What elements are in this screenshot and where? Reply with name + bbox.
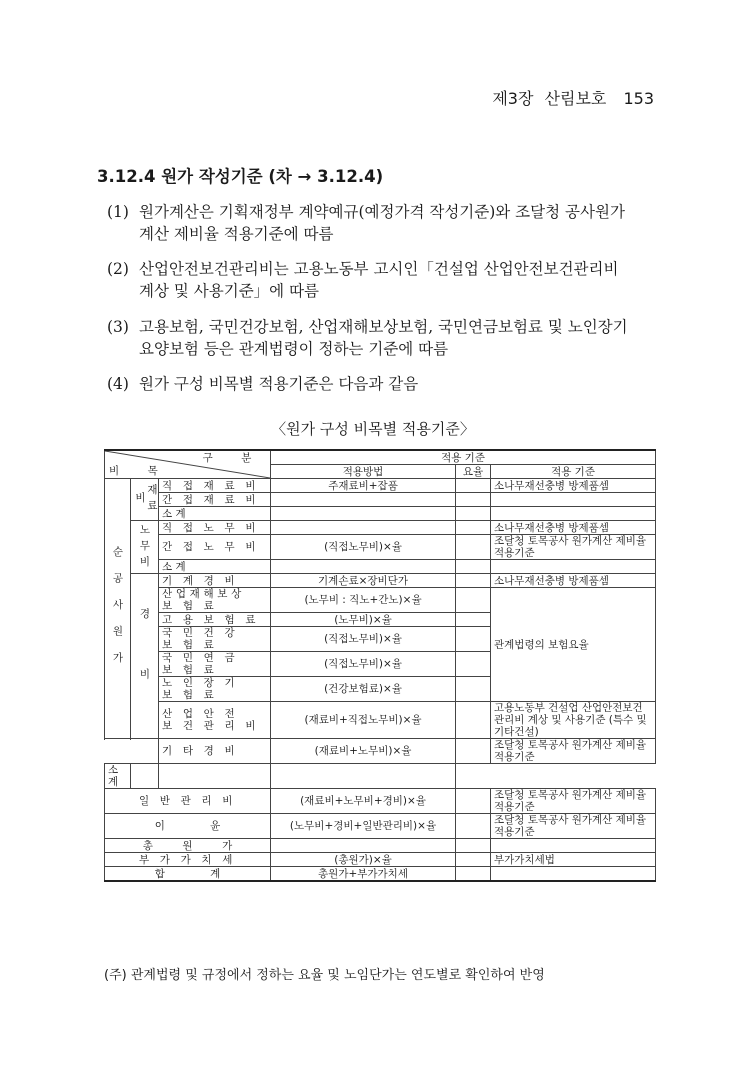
row-method: (직접노무비)×율 [271, 627, 456, 652]
table-caption: 〈원가 구성 비목별 적용기준〉 [271, 420, 475, 438]
list-item: (1) 원가계산은 기획재정부 계약예규(예정가격 작성기준)와 조달청 공사원가 계산 제비율 적용기준에 따름 [107, 203, 625, 243]
list-item: (3) 고용보험, 국민건강보험, 산업재해보상보험, 국민연금보험료 및 노인장기 요양보험 등은 관계법령이 정하는 기준에 따름 [107, 318, 628, 358]
row-method: 총원가+부가가치세 [271, 867, 456, 882]
row-name: 간 접 노 무 비 [159, 535, 271, 560]
row-name: 직 접 노 무 비 [159, 521, 271, 535]
row-name: 합 계 [105, 867, 271, 882]
list-item: (4) 원가 구성 비목별 적용기준은 다음과 같음 [107, 375, 419, 393]
row-name: 부 가 가 치 세 [105, 853, 271, 867]
table-corner-header: 구 분 비 목 [105, 450, 271, 479]
row-name: 국 민 연 금 보 험 료 [159, 652, 271, 677]
row-method: (재료비+직접노무비)×율 [271, 702, 456, 739]
row-std: 조달청 토목공사 원가계산 제비율 적용기준 [491, 814, 656, 839]
header-method: 적용방법 [271, 465, 456, 479]
list-item: (2) 산업안전보건관리비는 고용노동부 고시인「건설업 산업안전보건관리비 계상 및 사용기준」에 따름 [107, 260, 619, 300]
row-name: 노 인 장 기 보 험 료 [159, 677, 271, 702]
row-method: (건강보험료)×율 [271, 677, 456, 702]
row-method: (직접노무비)×율 [271, 535, 456, 560]
group-gyeongbi: 경 비 [131, 574, 159, 739]
group-sun-gongsa-wonga: 순 공 사 원 가 [105, 479, 131, 739]
row-method: 주재료비+잡품 [271, 479, 456, 493]
row-std: 조달청 토목공사 원가계산 제비율 적용기준 [491, 535, 656, 560]
footnote: (주) 관계법령 및 규정에서 정하는 요율 및 노임단가는 연도별로 확인하여 반영 [104, 968, 545, 983]
group-jaeryobi: 재 료 비 [131, 479, 159, 521]
row-name: 고 용 보 험 료 [159, 613, 271, 627]
page-number: 153 [623, 89, 654, 108]
row-method: (노무비 : 직노+간노)×율 [271, 588, 456, 613]
row-name: 직 접 재 료 비 [159, 479, 271, 493]
row-name: 소 계 [159, 507, 271, 521]
row-std: 조달청 토목공사 원가계산 제비율 적용기준 [491, 739, 656, 764]
row-name: 총 원 가 [105, 839, 271, 853]
row-name: 산업재해보상 보 험 료 [159, 588, 271, 613]
row-name: 국 민 건 강 보 험 료 [159, 627, 271, 652]
row-name: 기 계 경 비 [159, 574, 271, 588]
row-std: 부가가치세법 [491, 853, 656, 867]
header-std-group: 적용 기준 [271, 450, 656, 465]
row-method: (노무비)×율 [271, 613, 456, 627]
row-std: 조달청 토목공사 원가계산 제비율 적용기준 [491, 789, 656, 814]
row-std: 소나무재선충병 방제품셈 [491, 574, 656, 588]
row-name: 산 업 안 전 보 건 관 리 비 [159, 702, 271, 739]
running-header [486, 86, 654, 109]
row-std: 소나무재선충병 방제품셈 [491, 479, 656, 493]
row-name: 소 계 [159, 560, 271, 574]
row-std: 고용노동부 건설업 산업안전보건관리비 계상 및 사용기준 (특수 및 기타건설) [491, 702, 656, 739]
row-name: 기 타 경 비 [159, 739, 271, 764]
group-nomubi: 노 무 비 [131, 521, 159, 574]
chapter-label: 제3장 [492, 89, 534, 108]
row-std-insurance: 관계법령의 보험요율 [491, 588, 656, 702]
header-rate: 요율 [456, 465, 491, 479]
section-title: 3.12.4 원가 작성기준 (차 → 3.12.4) [97, 167, 384, 186]
chapter-title: 산림보호 [544, 89, 607, 108]
row-name: 일 반 관 리 비 [105, 789, 271, 814]
row-method: (총원가)×율 [271, 853, 456, 867]
row-std: 소나무재선충병 방제품셈 [491, 521, 656, 535]
row-method: (재료비+노무비)×율 [271, 739, 456, 764]
row-method: (재료비+노무비+경비)×율 [271, 789, 456, 814]
row-name: 소 계 [105, 764, 131, 789]
row-method: (직접노무비)×율 [271, 652, 456, 677]
row-name: 간 접 재 료 비 [159, 493, 271, 507]
header-std: 적용 기준 [491, 465, 656, 479]
row-name: 이 윤 [105, 814, 271, 839]
row-method: 기계손료×장비단가 [271, 574, 456, 588]
cost-standard-table [104, 449, 656, 882]
row-method: (노무비+경비+일반관리비)×율 [271, 814, 456, 839]
